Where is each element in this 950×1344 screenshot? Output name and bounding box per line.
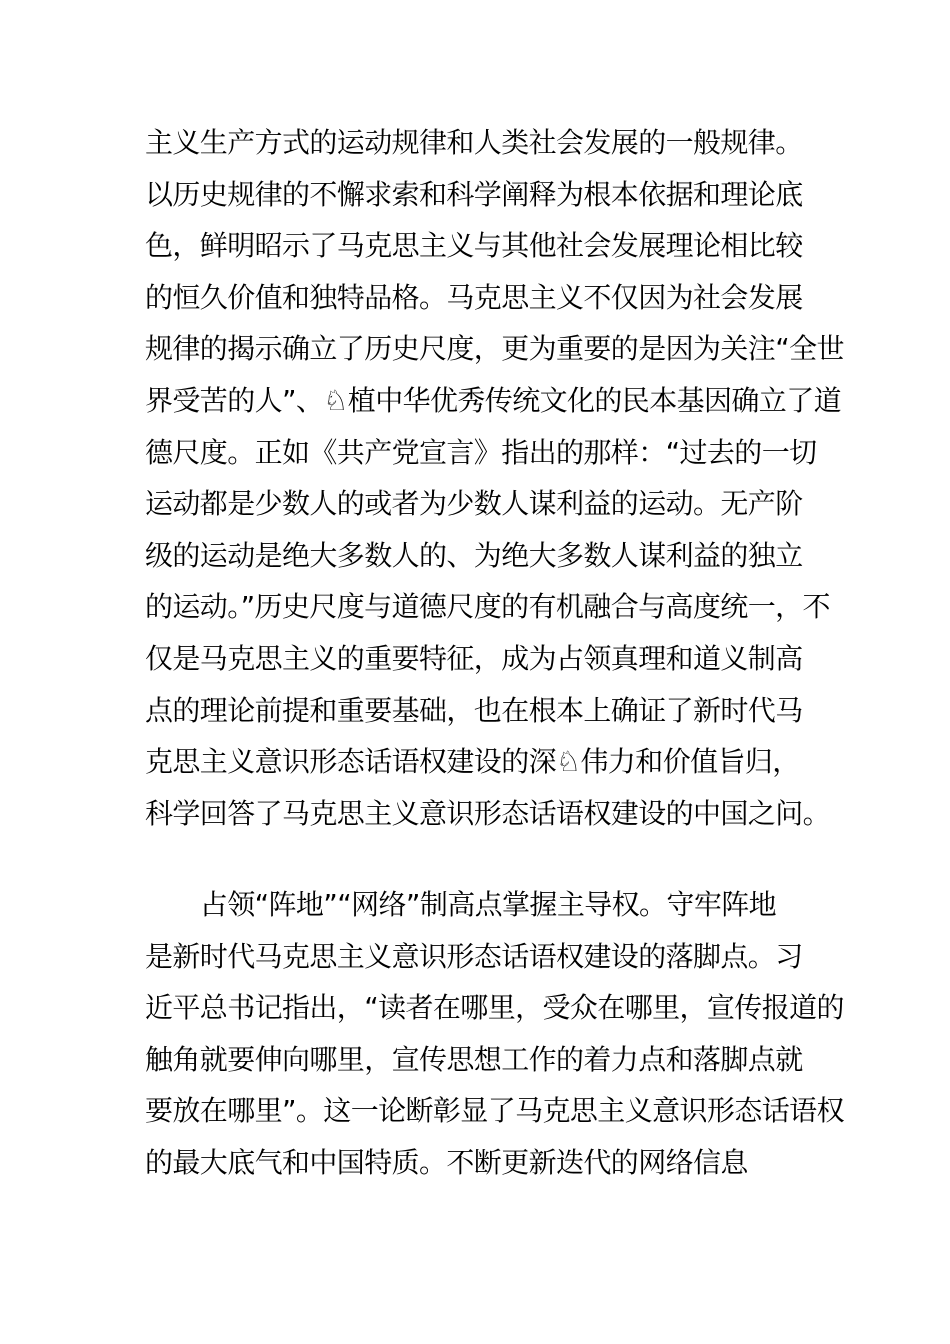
text-line: 克思主义意识形态话语权建设的深♘伟力和价值旨归，: [145, 745, 800, 779]
text-line: 触角就要伸向哪里，宣传思想工作的着力点和落脚点就: [145, 1042, 803, 1076]
text-line: 以历史规律的不懈求索和科学阐释为根本依据和理论底: [145, 177, 803, 211]
text-line: 仅是马克思主义的重要特征，成为占领真理和道义制高: [145, 641, 803, 675]
paragraph-2: [145, 879, 844, 1189]
text-line: 界受苦的人”、♘植中华优秀传统文化的民本基因确立了道: [145, 383, 842, 417]
text-line: 要放在哪里”。这一论断彰显了马克思主义意识形态话语权: [145, 1094, 844, 1128]
text-line: 运动都是少数人的或者为少数人谋利益的运动。无产阶: [145, 487, 803, 521]
paragraph-1: [145, 117, 844, 839]
text-line: 科学回答了马克思主义意识形态话语权建设的中国之问。: [145, 796, 831, 830]
text-line: 的运动。”历史尺度与道德尺度的有机融合与高度统一，不: [145, 590, 830, 624]
text-line: 规律的揭示确立了历史尺度，更为重要的是因为关注“全世: [145, 332, 844, 366]
text-line: 的最大底气和中国特质。不断更新迭代的网络信息: [145, 1145, 748, 1179]
text-line: 色，鲜明昭示了马克思主义与其他社会发展理论相比较: [145, 229, 803, 263]
text-line: 点的理论前提和重要基础，也在根本上确证了新时代马: [145, 693, 803, 727]
text-line: 是新时代马克思主义意识形态话语权建设的落脚点。习: [145, 939, 803, 973]
text-line: 的恒久价值和独特品格。马克思主义不仅因为社会发展: [145, 280, 803, 314]
text-line: 主义生产方式的运动规律和人类社会发展的一般规律。: [145, 126, 803, 159]
text-line: 近平总书记指出，“读者在哪里，受众在哪里，宣传报道的: [145, 991, 844, 1025]
text-line: 德尺度。正如《共产党宣言》指出的那样：“过去的一切: [145, 435, 817, 469]
text-line: 级的运动是绝大多数人的、为绝大多数人谋利益的独立: [145, 538, 803, 572]
text-line: 占领“阵地”“网络”制高点掌握主导权。守牢阵地: [145, 888, 777, 921]
